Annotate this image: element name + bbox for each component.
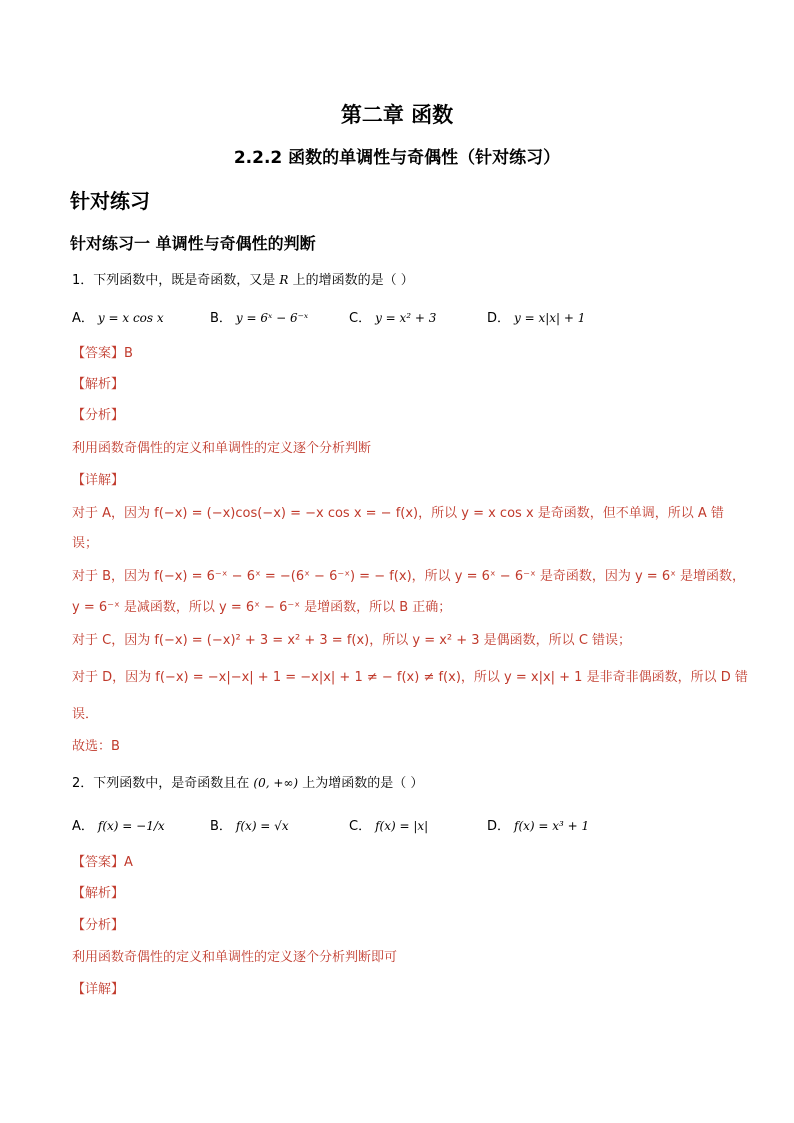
question-1-stem: 1．下列函数中，既是奇函数，又是 R 上的增函数的是（ ） [72, 273, 414, 288]
question-2-option-b: B． f(x) = √x [210, 819, 289, 834]
question-1-detail-b-line1: 对于 B，因为 f(−x) = 6⁻ˣ − 6ˣ = −(6ˣ − 6⁻ˣ) = − f(x)，所以 y = 6ˣ − 6⁻ˣ 是奇函数，因为 y = 6ˣ 是增函数， [72, 569, 746, 584]
question-1-choice: 故选：B [72, 739, 120, 754]
question-1-detail-d-line2: 误． [72, 707, 99, 722]
question-1-option-b: B． y = 6ˣ − 6⁻ˣ [210, 311, 309, 326]
question-2-fenxi-head: 【分析】 [72, 918, 125, 933]
question-2-option-c: C． f(x) = |x| [349, 819, 429, 834]
lesson-subtitle: 2.2.2 函数的单调性与奇偶性（针对练习） [233, 148, 561, 168]
question-1-option-c: C． y = x² + 3 [349, 311, 437, 326]
interval-expression: (0, +∞) [253, 776, 299, 790]
question-2-detail-head: 【详解】 [72, 982, 125, 997]
question-2-fenxi-text: 利用函数奇偶性的定义和单调性的定义逐个分析判断即可 [72, 950, 398, 965]
question-1-answer: 【答案】B [72, 346, 133, 361]
question-2-answer: 【答案】A [72, 855, 133, 870]
question-1-fenxi-text: 利用函数奇偶性的定义和单调性的定义逐个分析判断 [72, 441, 372, 456]
question-1-detail-b-line2: y = 6⁻ˣ 是减函数，所以 y = 6ˣ − 6⁻ˣ 是增函数，所以 B 正确； [72, 600, 452, 615]
question-1-detail-c: 对于 C，因为 f(−x) = (−x)² + 3 = x² + 3 = f(x)，所以 y = x² + 3 是偶函数，所以 C 错误； [72, 633, 632, 648]
real-set-symbol: R [279, 273, 289, 287]
question-2-option-a: A． f(x) = −1/x [72, 819, 165, 834]
question-2-analysis-head: 【解析】 [72, 886, 125, 901]
question-1-detail-head: 【详解】 [72, 473, 125, 488]
question-1-detail-a-line2: 误； [72, 536, 99, 551]
question-1-detail-d-line1: 对于 D，因为 f(−x) = −x|−x| + 1 = −x|x| + 1 ≠ − f(x) ≠ f(x)，所以 y = x|x| + 1 是非奇非偶函数，所以 D 错 [72, 670, 748, 685]
question-1-detail-a-line1: 对于 A，因为 f(−x) = (−x)cos(−x) = −x cos x = − f(x)，所以 y = x cos x 是奇函数，但不单调，所以 A 错 [72, 506, 724, 521]
chapter-title: 第二章 函数 [340, 103, 454, 127]
question-2-option-d: D． f(x) = x³ + 1 [487, 819, 590, 834]
question-1-analysis-head: 【解析】 [72, 377, 125, 392]
question-1-fenxi-head: 【分析】 [72, 408, 125, 423]
subsection-heading: 针对练习一 单调性与奇偶性的判断 [70, 234, 316, 253]
question-1-option-a: A． y = x cos x [72, 311, 164, 326]
question-1-option-d: D． y = x|x| + 1 [487, 311, 586, 326]
section-heading: 针对练习 [70, 189, 150, 213]
question-2-stem: 2．下列函数中，是奇函数且在 (0, +∞) 上为增函数的是（ ） [72, 776, 424, 791]
